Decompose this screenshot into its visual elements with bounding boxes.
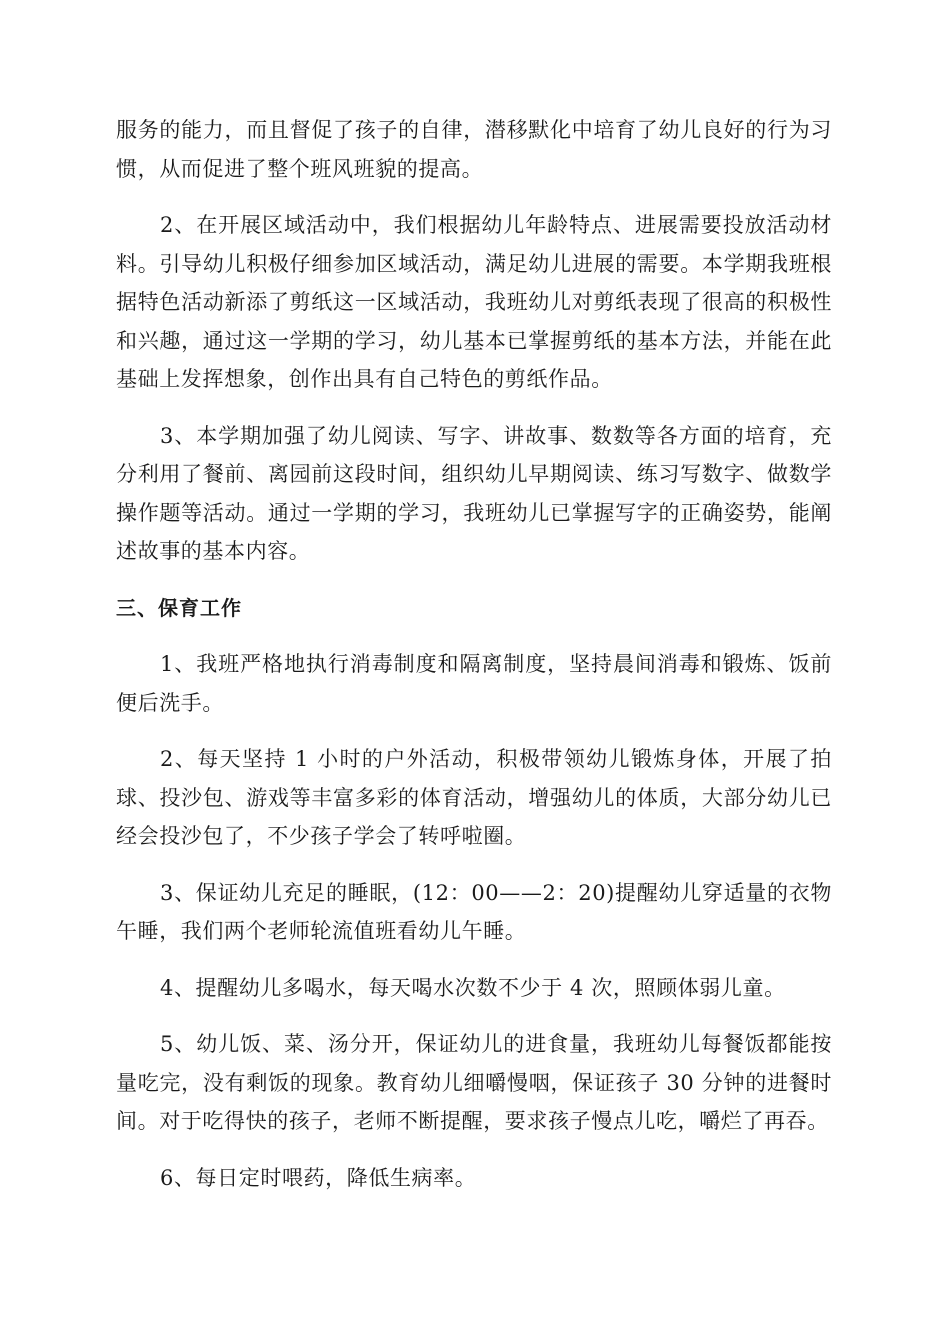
paragraph-drinking-water: 4、提醒幼儿多喝水，每天喝水次数不少于 4 次，照顾体弱儿童。: [160, 975, 786, 1000]
paragraph-area-activities: 2、在开展区域活动中，我们根据幼儿年龄特点、进展需要投放活动材料。引导幼儿积极仔细参加区域活动，满足幼儿进展的需要。本学期我班根据特色活动新添了剪纸这一区域活动，我班幼儿对剪纸表现了很高的积极性和兴趣，通过这一学期的学习，幼儿基本已掌握剪纸的基本方法，并能在此基础上发挥想象，创作出具有自己特色的剪纸作品。: [116, 213, 832, 391]
paragraph-reading-writing: 3、本学期加强了幼儿阅读、写字、讲故事、数数等各方面的培育，充分利用了餐前、离园前这段时间，组织幼儿早期阅读、练习写数字、做数学操作题等活动。通过一学期的学习，我班幼儿已掌握写字的正确姿势，能阐述故事的基本内容。: [116, 423, 832, 563]
paragraph-medication: 6、每日定时喂药，降低生病率。: [160, 1165, 477, 1190]
paragraph-disinfection: 1、我班严格地执行消毒制度和隔离制度，坚持晨间消毒和锻炼、饭前便后洗手。: [116, 652, 832, 715]
paragraph-meals: 5、幼儿饭、菜、汤分开，保证幼儿的进食量，我班幼儿每餐饭都能按量吃完，没有剩饭的现象。教育幼儿细嚼慢咽，保证孩子 30 分钟的进餐时间。对于吃得快的孩子，老师不断提醒，要求孩子慢点儿吃，嚼烂了再吞。: [116, 1032, 832, 1133]
paragraph-outdoor-activity: 2、每天坚持 1 小时的户外活动，积极带领幼儿锻炼身体，开展了拍球、投沙包、游戏等丰富多彩的体育活动，增强幼儿的体质，大部分幼儿已经会投沙包了，不少孩子学会了转呼啦圈。: [116, 747, 832, 848]
document-body: [116, 111, 832, 1215]
paragraph-nap-time: 3、保证幼儿充足的睡眠，(12：00——2：20)提醒幼儿穿适量的衣物午睡，我们两个老师轮流值班看幼儿午睡。: [116, 880, 832, 943]
paragraph-continuation: 服务的能力，而且督促了孩子的自律，潜移默化中培育了幼儿良好的行为习惯，从而促进了整个班风班貌的提高。: [116, 118, 832, 181]
section-heading-childcare: 三、保育工作: [116, 595, 242, 620]
